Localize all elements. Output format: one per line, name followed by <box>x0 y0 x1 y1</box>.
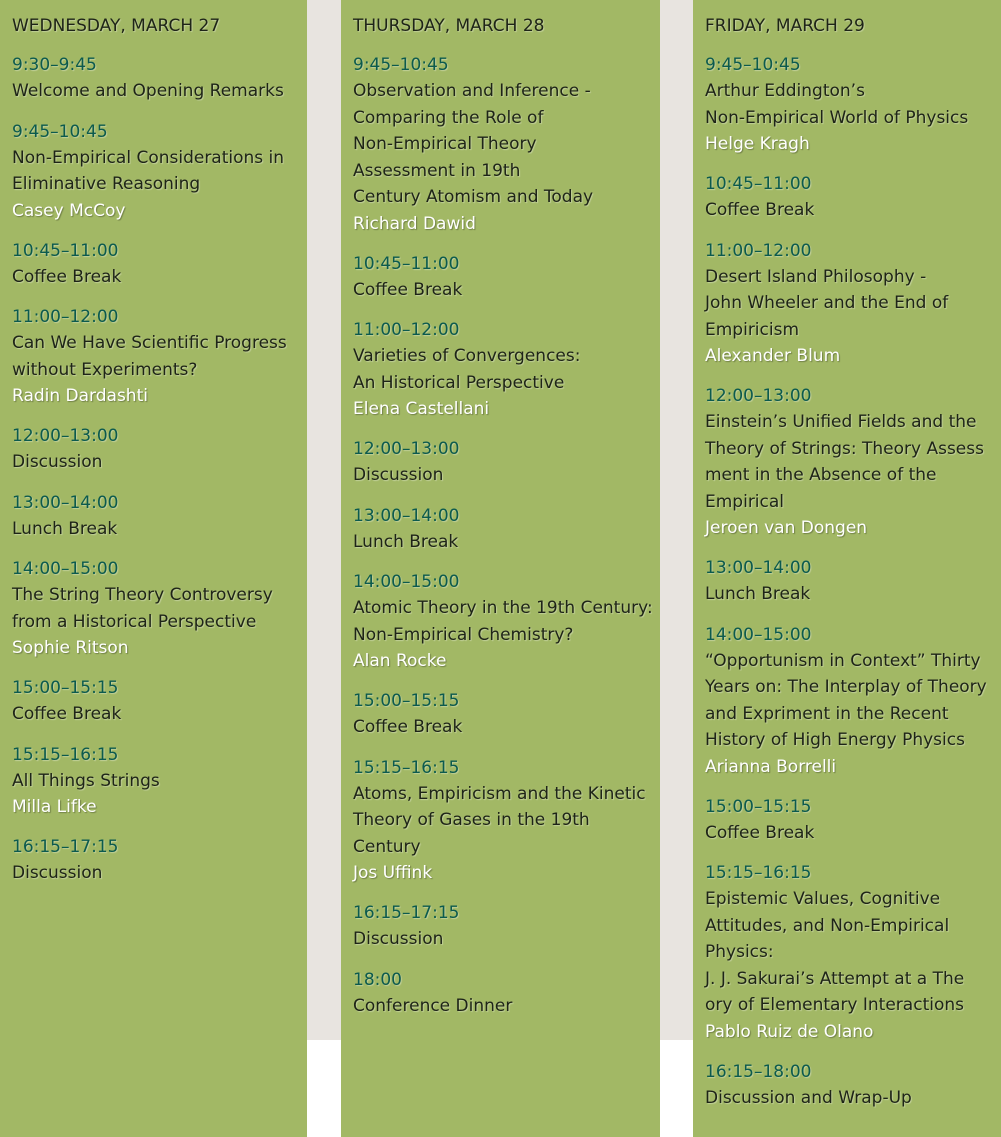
session-time: 10:45–11:00 <box>705 174 812 194</box>
session-entry <box>12 675 307 728</box>
session-entry <box>12 423 307 476</box>
day-heading: THURSDAY, MARCH 28 <box>353 16 545 36</box>
session-title: The String Theory Controversy from a Historical Perspective <box>12 585 273 632</box>
session-time: 14:00–15:00 <box>12 559 119 579</box>
session-title: Conference Dinner <box>353 995 513 1016</box>
session-title: Einstein’s Unified Fields and the Theory of Strings: Theory Assess ment in the Absence of the Empirical <box>705 412 984 512</box>
session-time: 13:00–14:00 <box>12 492 119 513</box>
session-title: Desert Island Philosophy - John Wheeler and the End of Empiricism <box>705 266 949 340</box>
session-time: 16:15–17:15 <box>353 903 460 923</box>
session-time: 11:00–12:00 <box>12 307 119 327</box>
session-entry <box>12 238 307 291</box>
session-time: 12:00–13:00 <box>705 386 812 406</box>
session-time: 13:00–14:00 <box>353 505 460 526</box>
day-column-thursday <box>341 0 660 1137</box>
session-speaker: Richard Dawid <box>353 213 476 234</box>
session-title: “Opportunism in Context” Thirty Years on: The Interplay of Theory and Expriment in the Recent History of High Energy Physics <box>705 650 987 750</box>
session-title: Coffee Break <box>705 822 815 843</box>
session-title: Discussion <box>353 465 444 485</box>
session-entry <box>12 490 307 543</box>
column-gap-right <box>660 0 693 1040</box>
session-title: Discussion and Wrap-Up <box>705 1087 912 1108</box>
session-title: Epistemic Values, Cognitive Attitudes, and Non-Empirical Physics: J. J. Sakurai’s Attempt at a The ory of Elementary Interactions <box>705 889 965 1015</box>
session-entry <box>353 317 660 422</box>
session-title: Coffee Break <box>353 717 463 737</box>
session-speaker: Alexander Blum <box>705 346 841 366</box>
session-time: 15:15–16:15 <box>353 757 460 778</box>
session-speaker: Milla Lifke <box>12 797 97 817</box>
session-entry <box>12 304 307 409</box>
session-entry <box>705 171 1001 224</box>
session-time: 9:45–10:45 <box>705 55 801 75</box>
session-entry <box>12 119 307 224</box>
session-time: 16:15–18:00 <box>705 1061 812 1082</box>
session-entry <box>353 967 660 1020</box>
session-entry <box>353 52 660 237</box>
session-time: 14:00–15:00 <box>353 572 460 592</box>
session-time: 11:00–12:00 <box>705 240 812 261</box>
session-speaker: Jos Uffink <box>353 863 433 883</box>
session-time: 15:00–15:15 <box>12 678 119 698</box>
session-entry <box>353 503 660 556</box>
session-speaker: Casey McCoy <box>12 200 126 221</box>
session-time: 15:15–16:15 <box>705 863 812 883</box>
session-speaker: Pablo Ruiz de Olano <box>705 1021 874 1042</box>
session-time: 13:00–14:00 <box>705 558 812 578</box>
session-speaker: Radin Dardashti <box>12 386 148 406</box>
session-speaker: Elena Castellani <box>353 399 490 419</box>
session-title: Observation and Inference - Comparing the Role of Non-Empirical Theory Assessment in 19th Century Atomism and Today <box>353 81 594 207</box>
session-time: 9:45–10:45 <box>12 121 108 142</box>
session-time: 15:00–15:15 <box>705 796 812 817</box>
session-title: Coffee Break <box>12 704 122 724</box>
session-title: Lunch Break <box>12 518 118 539</box>
session-time: 12:00–13:00 <box>12 426 119 446</box>
session-title: Atomic Theory in the 19th Century: Non-Empirical Chemistry? <box>353 598 653 645</box>
session-title: Discussion <box>353 929 444 949</box>
session-entry <box>12 556 307 661</box>
session-entry <box>353 251 660 304</box>
session-speaker: Arianna Borrelli <box>705 756 837 777</box>
session-entry <box>353 755 660 887</box>
session-title: Coffee Break <box>705 200 815 220</box>
session-entry <box>353 569 660 674</box>
session-title: Arthur Eddington’s Non-Empirical World of Physics <box>705 81 969 128</box>
session-title: Welcome and Opening Remarks <box>12 81 284 101</box>
session-time: 12:00–13:00 <box>353 439 460 459</box>
session-time: 15:15–16:15 <box>12 744 119 765</box>
session-entry <box>705 555 1001 608</box>
session-entry <box>705 52 1001 157</box>
session-title: Discussion <box>12 452 103 472</box>
session-time: 9:30–9:45 <box>12 55 97 75</box>
session-time: 18:00 <box>353 969 402 990</box>
session-entry <box>12 742 307 821</box>
session-title: Coffee Break <box>353 279 463 300</box>
session-title: Lunch Break <box>353 531 459 552</box>
session-speaker: Helge Kragh <box>705 134 810 154</box>
day-column-friday <box>693 0 1001 1137</box>
session-title: All Things Strings <box>12 770 160 791</box>
session-speaker: Sophie Ritson <box>12 638 129 658</box>
session-title: Lunch Break <box>705 584 811 604</box>
session-entry <box>705 1059 1001 1112</box>
session-entry <box>12 834 307 887</box>
session-time: 16:15–17:15 <box>12 837 119 857</box>
session-title: Coffee Break <box>12 266 122 287</box>
session-entry <box>353 436 660 489</box>
day-column-wednesday <box>0 0 307 1137</box>
session-time: 11:00–12:00 <box>353 320 460 340</box>
session-title: Discussion <box>12 863 103 883</box>
session-entry <box>705 238 1001 370</box>
day-heading: WEDNESDAY, MARCH 27 <box>12 16 221 36</box>
session-title: Atoms, Empiricism and the Kinetic Theory of Gases in the 19th Century <box>353 783 646 857</box>
session-entry <box>353 900 660 953</box>
session-title: Non-Empirical Considerations in Eliminative Reasoning <box>12 147 285 194</box>
session-entry <box>705 622 1001 780</box>
session-time: 14:00–15:00 <box>705 624 812 645</box>
session-speaker: Alan Rocke <box>353 651 447 671</box>
session-entry <box>12 52 307 105</box>
session-entry <box>705 794 1001 847</box>
session-time: 10:45–11:00 <box>353 253 460 274</box>
day-heading: FRIDAY, MARCH 29 <box>705 16 865 36</box>
session-entry <box>705 383 1001 541</box>
session-speaker: Jeroen van Dongen <box>705 518 868 538</box>
session-time: 10:45–11:00 <box>12 240 119 261</box>
session-title: Varieties of Convergences: An Historical Perspective <box>353 346 581 393</box>
session-time: 15:00–15:15 <box>353 691 460 711</box>
session-entry <box>353 688 660 741</box>
column-gap-left <box>307 0 341 1040</box>
session-time: 9:45–10:45 <box>353 55 449 75</box>
session-entry <box>705 860 1001 1045</box>
session-title: Can We Have Scientific Progress without Experiments? <box>12 333 287 380</box>
